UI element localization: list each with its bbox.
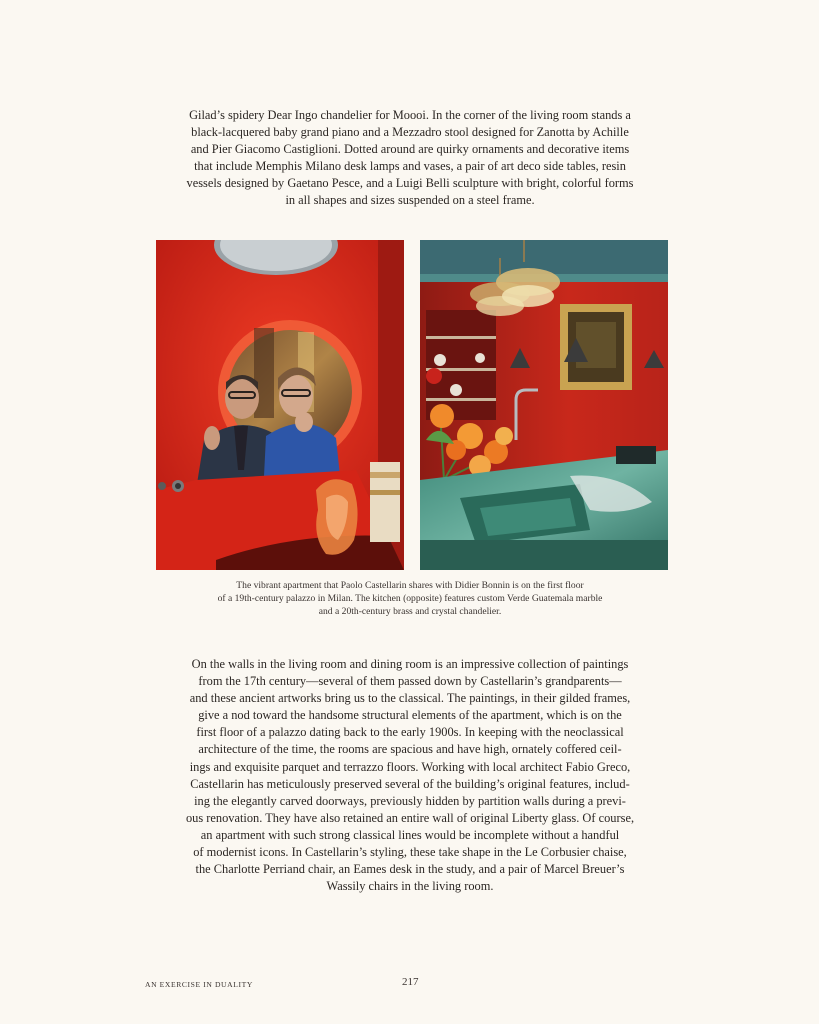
text-line: architecture of the time, the rooms are spacious and have high, ornately coffered ceil- <box>198 742 622 757</box>
caption-line: and a 20th-century brass and crystal chandelier. <box>318 605 502 617</box>
text-line: ous renovation. They have also retained an entire wall of original Liberty glass. Of course, <box>185 810 635 825</box>
text-line: On the walls in the living room and dining room is an impressive collection of paintings <box>191 657 629 671</box>
text-line: first floor of a palazzo dating back to the early 1900s. In keeping with the neoclassical <box>196 725 624 740</box>
intro-paragraph <box>160 107 660 210</box>
text-line: an apartment with such strong classical lines would be incomplete without a handful <box>200 827 620 842</box>
text-line: ings and exquisite parquet and terrazzo floors. Working with local architect Fabio Greco, <box>189 759 631 774</box>
text-line: black-lacquered baby grand piano and a Mezzadro stool designed for Zanotta by Achille <box>191 125 629 140</box>
photo-kitchen-illustration <box>420 240 668 570</box>
photo-caption <box>170 580 650 618</box>
text-line: vessels designed by Gaetano Pesce, and a Luigi Belli sculpture with bright, colorful forms <box>186 176 634 191</box>
text-line: the Charlotte Perriand chair, an Eames desk in the study, and a pair of Marcel Breuer’s <box>195 862 625 877</box>
photo-kitchen <box>420 240 668 570</box>
text-line: from the 17th century—several of them passed down by Castellarin’s grandparents— <box>198 674 622 689</box>
page-number: 217 <box>402 976 419 988</box>
text-line: give a nod toward the handsome structural elements of the apartment, which is on the <box>198 708 622 723</box>
text-line: ing the elegantly carved doorways, previously hidden by partition walls during a previ- <box>194 793 626 808</box>
text-line: that include Memphis Milano desk lamps and vases, a pair of art deco side tables, resin <box>194 159 626 174</box>
caption-line: of a 19th-century palazzo in Milan. The kitchen (opposite) features custom Verde Guatemala marble <box>217 592 603 604</box>
text-line: Gilad’s spidery Dear Ingo chandelier for Moooi. In the corner of the living room stands a <box>189 108 631 122</box>
body-paragraph <box>160 656 660 895</box>
photo-owners-red-wall <box>156 240 404 570</box>
text-line: and these ancient artworks bring us to the classical. The paintings, in their gilded frames, <box>189 691 631 706</box>
text-line: and Pier Giacomo Castiglioni. Dotted around are quirky ornaments and decorative items <box>190 142 630 157</box>
text-line: of modernist icons. In Castellarin’s styling, these take shape in the Le Corbusier chaise, <box>193 845 627 860</box>
running-footer-section: AN EXERCISE IN DUALITY <box>145 980 253 989</box>
photo-owners-illustration <box>156 240 404 570</box>
text-line: in all shapes and sizes suspended on a steel frame. <box>285 193 535 208</box>
text-line: Castellarin has meticulously preserved several of the building’s original features, includ- <box>190 776 630 791</box>
caption-line: The vibrant apartment that Paolo Castellarin shares with Didier Bonnin is on the first floor <box>236 580 584 591</box>
text-line: Wassily chairs in the living room. <box>326 879 494 894</box>
